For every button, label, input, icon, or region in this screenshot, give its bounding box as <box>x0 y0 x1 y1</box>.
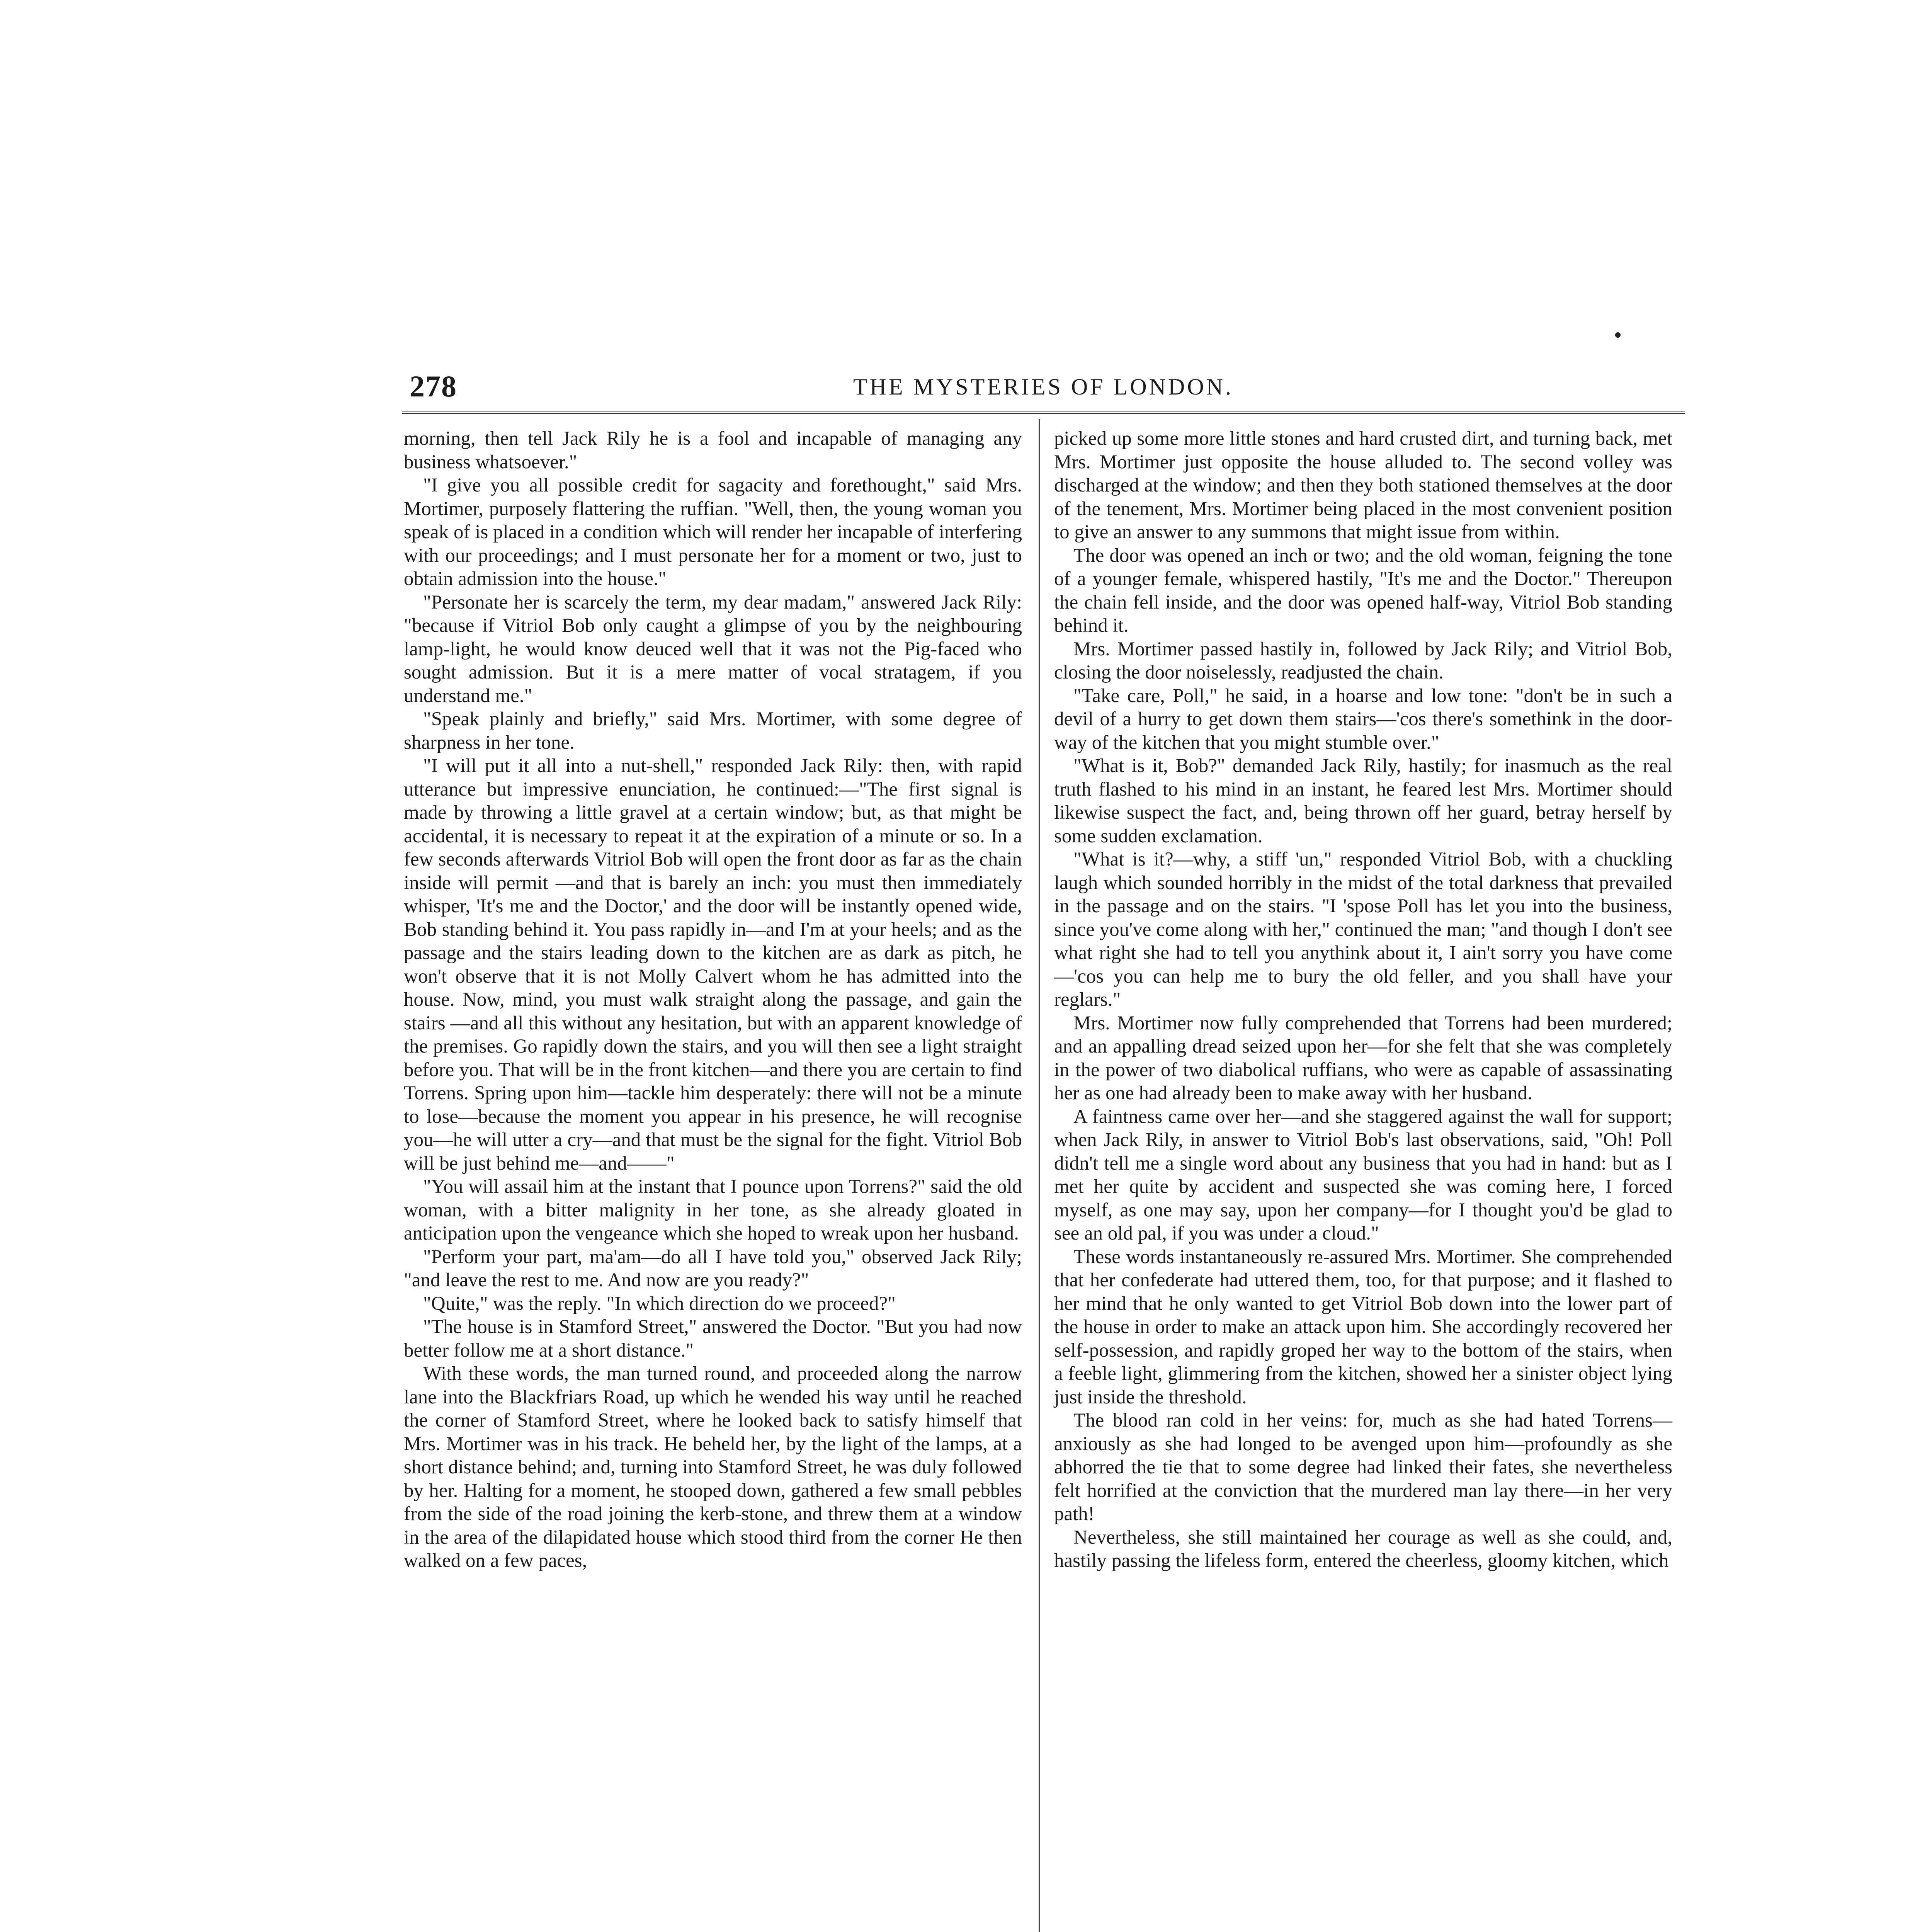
ink-speck <box>1615 332 1621 338</box>
paragraph: The blood ran cold in her veins: for, much as she had hated Torrens—anxiously as she had longed to be avenged upon him—profoundly as she abhorred the tie that to some degree had linked their fates, she nevertheless felt horrified at the conviction that the murdered man lay there—in her very path! <box>1054 1410 1672 1525</box>
book-page <box>402 369 1685 1932</box>
paragraph: morning, then tell Jack Rily he is a fool and incapable of managing any business whatsoever." <box>404 428 1022 473</box>
paragraph: With these words, the man turned round, and proceeded along the narrow lane into the Blackfriars Road, up which he wended his way until he reached the corner of Stamford Street, where he looked back to satisfy himself that Mrs. Mortimer was in his track. He beheld her, by the light of the lamps, at a short distance behind; and, turning into Stamford Street, he was duly followed by her. Halting for a moment, he stooped down, gathered a few small pebbles from the side of the road joining the kerb-stone, and threw them at a window in the area of the dilapidated house which stood third from the corner He then walked on a few paces, <box>404 1363 1022 1571</box>
paragraph: "Speak plainly and briefly," said Mrs. Mortimer, with some degree of sharpness in her tone. <box>404 708 1022 753</box>
paragraph: Mrs. Mortimer now fully comprehended that Torrens had been murdered; and an appalling dread seized upon her—for she felt that she was completely in the power of two diabolical ruffians, who were as capable of assassinating her as one had already been to make away with her husband. <box>1054 1012 1672 1104</box>
paragraph: The door was opened an inch or two; and the old woman, feigning the tone of a younger female, whispered hastily, "It's me and the Doctor." Thereupon the chain fell inside, and the door was opened half-way, Vitriol Bob standing behind it. <box>1054 544 1672 636</box>
paragraph: "What is it?—why, a stiff 'un," responded Vitriol Bob, with a chuckling laugh which sounded horribly in the midst of the total darkness that prevailed in the passage and on the stairs. "I 'spose Poll has let you into the business, since you've come along with her," continued the man; "and though I don't see what right she had to tell you anythink about it, I ain't sorry you have come—'cos you can help me to bury the old feller, and you shall have your reglars." <box>1054 849 1672 1010</box>
page-number: 278 <box>410 369 457 403</box>
paragraph: picked up some more little stones and hard crusted dirt, and turning back, met Mrs. Mortimer just opposite the house alluded to. The second volley was discharged at the window; and then they both stationed themselves at the door of the tenement, Mrs. Mortimer being placed in the most convenient position to give an answer to any summons that might issue from within. <box>1054 428 1672 543</box>
paragraph: A faintness came over her—and she staggered against the wall for support; when Jack Rily, in answer to Vitriol Bob's last observations, said, "Oh! Poll didn't tell me a single word about any business that you had in hand: but as I met her quite by accident and suspected she was coming here, I forced myself, as one may say, upon her company—for I thought you'd be glad to see an old pal, if you was under a cloud." <box>1054 1105 1672 1244</box>
paragraph: These words instantaneously re-assured Mrs. Mortimer. She comprehended that her confederate had uttered them, too, for that purpose; and it flashed to her mind that he only wanted to get Vitriol Bob down into the lower part of the house in order to make an attack upon him. She accordingly recovered her self-possession, and rapidly groped her way to the bottom of the stairs, when a feeble light, glimmering from the kitchen, showed her a sinister object lying just inside the threshold. <box>1054 1246 1672 1408</box>
column-divider <box>1039 419 1040 1932</box>
left-column <box>404 427 1022 1573</box>
paragraph: Mrs. Mortimer passed hastily in, followed by Jack Rily; and Vitriol Bob, closing the door noiselessly, readjusted the chain. <box>1054 638 1672 683</box>
paragraph: "Personate her is scarcely the term, my dear madam," answered Jack Rily: "because if Vitriol Bob only caught a glimpse of you by the neighbouring lamp-light, he would know deuced well that it was not the Pig-faced who sought admission. But it is a mere matter of vocal stratagem, if you understand me." <box>404 591 1022 707</box>
paragraph: "I will put it all into a nut-shell," responded Jack Rily: then, with rapid utterance but impressive enunciation, he continued:—"The first signal is made by throwing a little gravel at a certain window; but, as that might be accidental, it is necessary to repeat it at the expiration of a minute or so. In a few seconds afterwards Vitriol Bob will open the front door as far as the chain inside will permit —and that is barely an inch: you must then immediately whisper, 'It's me and the Doctor,' and the door will be instantly opened wide, Bob standing behind it. You pass rapidly in—and I'm at your heels; and as the passage and the stairs leading down to the kitchen are as dark as pitch, he won't observe that it is not Molly Calvert whom he has admitted into the house. Now, mind, you must walk straight along the passage, and gain the stairs —and all this without any hesitation, but with an apparent knowledge of the premises. Go rapidly down the stairs, and you will then see a light straight before you. That will be in the front kitchen—and there you are certain to find Torrens. Spring upon him—tackle him desperately: there will not be a minute to lose—because the moment you appear in his presence, he will recognise you—he will utter a cry—and that must be the signal for the fight. Vitriol Bob will be just behind me—and——" <box>404 755 1022 1174</box>
paragraph: "Take care, Poll," he said, in a hoarse and low tone: "don't be in such a devil of a hurry to get down them stairs—'cos there's somethink in the door-way of the kitchen that you might stumble over." <box>1054 685 1672 753</box>
paragraph: "Perform your part, ma'am—do all I have told you," observed Jack Rily; "and leave the rest to me. And now are you ready?" <box>404 1246 1022 1291</box>
paragraph: "The house is in Stamford Street," answered the Doctor. "But you had now better follow me at a short distance." <box>404 1316 1022 1361</box>
page-header <box>402 369 1685 414</box>
paragraph: "I give you all possible credit for sagacity and forethought," said Mrs. Mortimer, purposely flattering the ruffian. "Well, then, the young woman you speak of is placed in a condition which will render her incapable of interfering with our proceedings; and I must personate her for a moment or two, just to obtain admission into the house." <box>404 474 1022 590</box>
paragraph: "You will assail him at the instant that I pounce upon Torrens?" said the old woman, with a bitter malignity in her tone, as she already gloated in anticipation upon the vengeance which she hoped to wreak upon her husband. <box>404 1176 1022 1244</box>
running-title: THE MYSTERIES OF LONDON. <box>853 374 1233 400</box>
paragraph: "Quite," was the reply. "In which direction do we proceed?" <box>423 1293 896 1315</box>
right-column <box>1054 427 1672 1573</box>
paragraph: Nevertheless, she still maintained her courage as well as she could, and, hastily passing the lifeless form, entered the cheerless, gloomy kitchen, which <box>1054 1526 1672 1571</box>
paragraph: "What is it, Bob?" demanded Jack Rily, hastily; for inasmuch as the real truth flashed to his mind in an instant, he feared lest Mrs. Mortimer should likewise suspect the fact, and, being thrown off her guard, betray herself by some sudden exclamation. <box>1054 755 1672 847</box>
